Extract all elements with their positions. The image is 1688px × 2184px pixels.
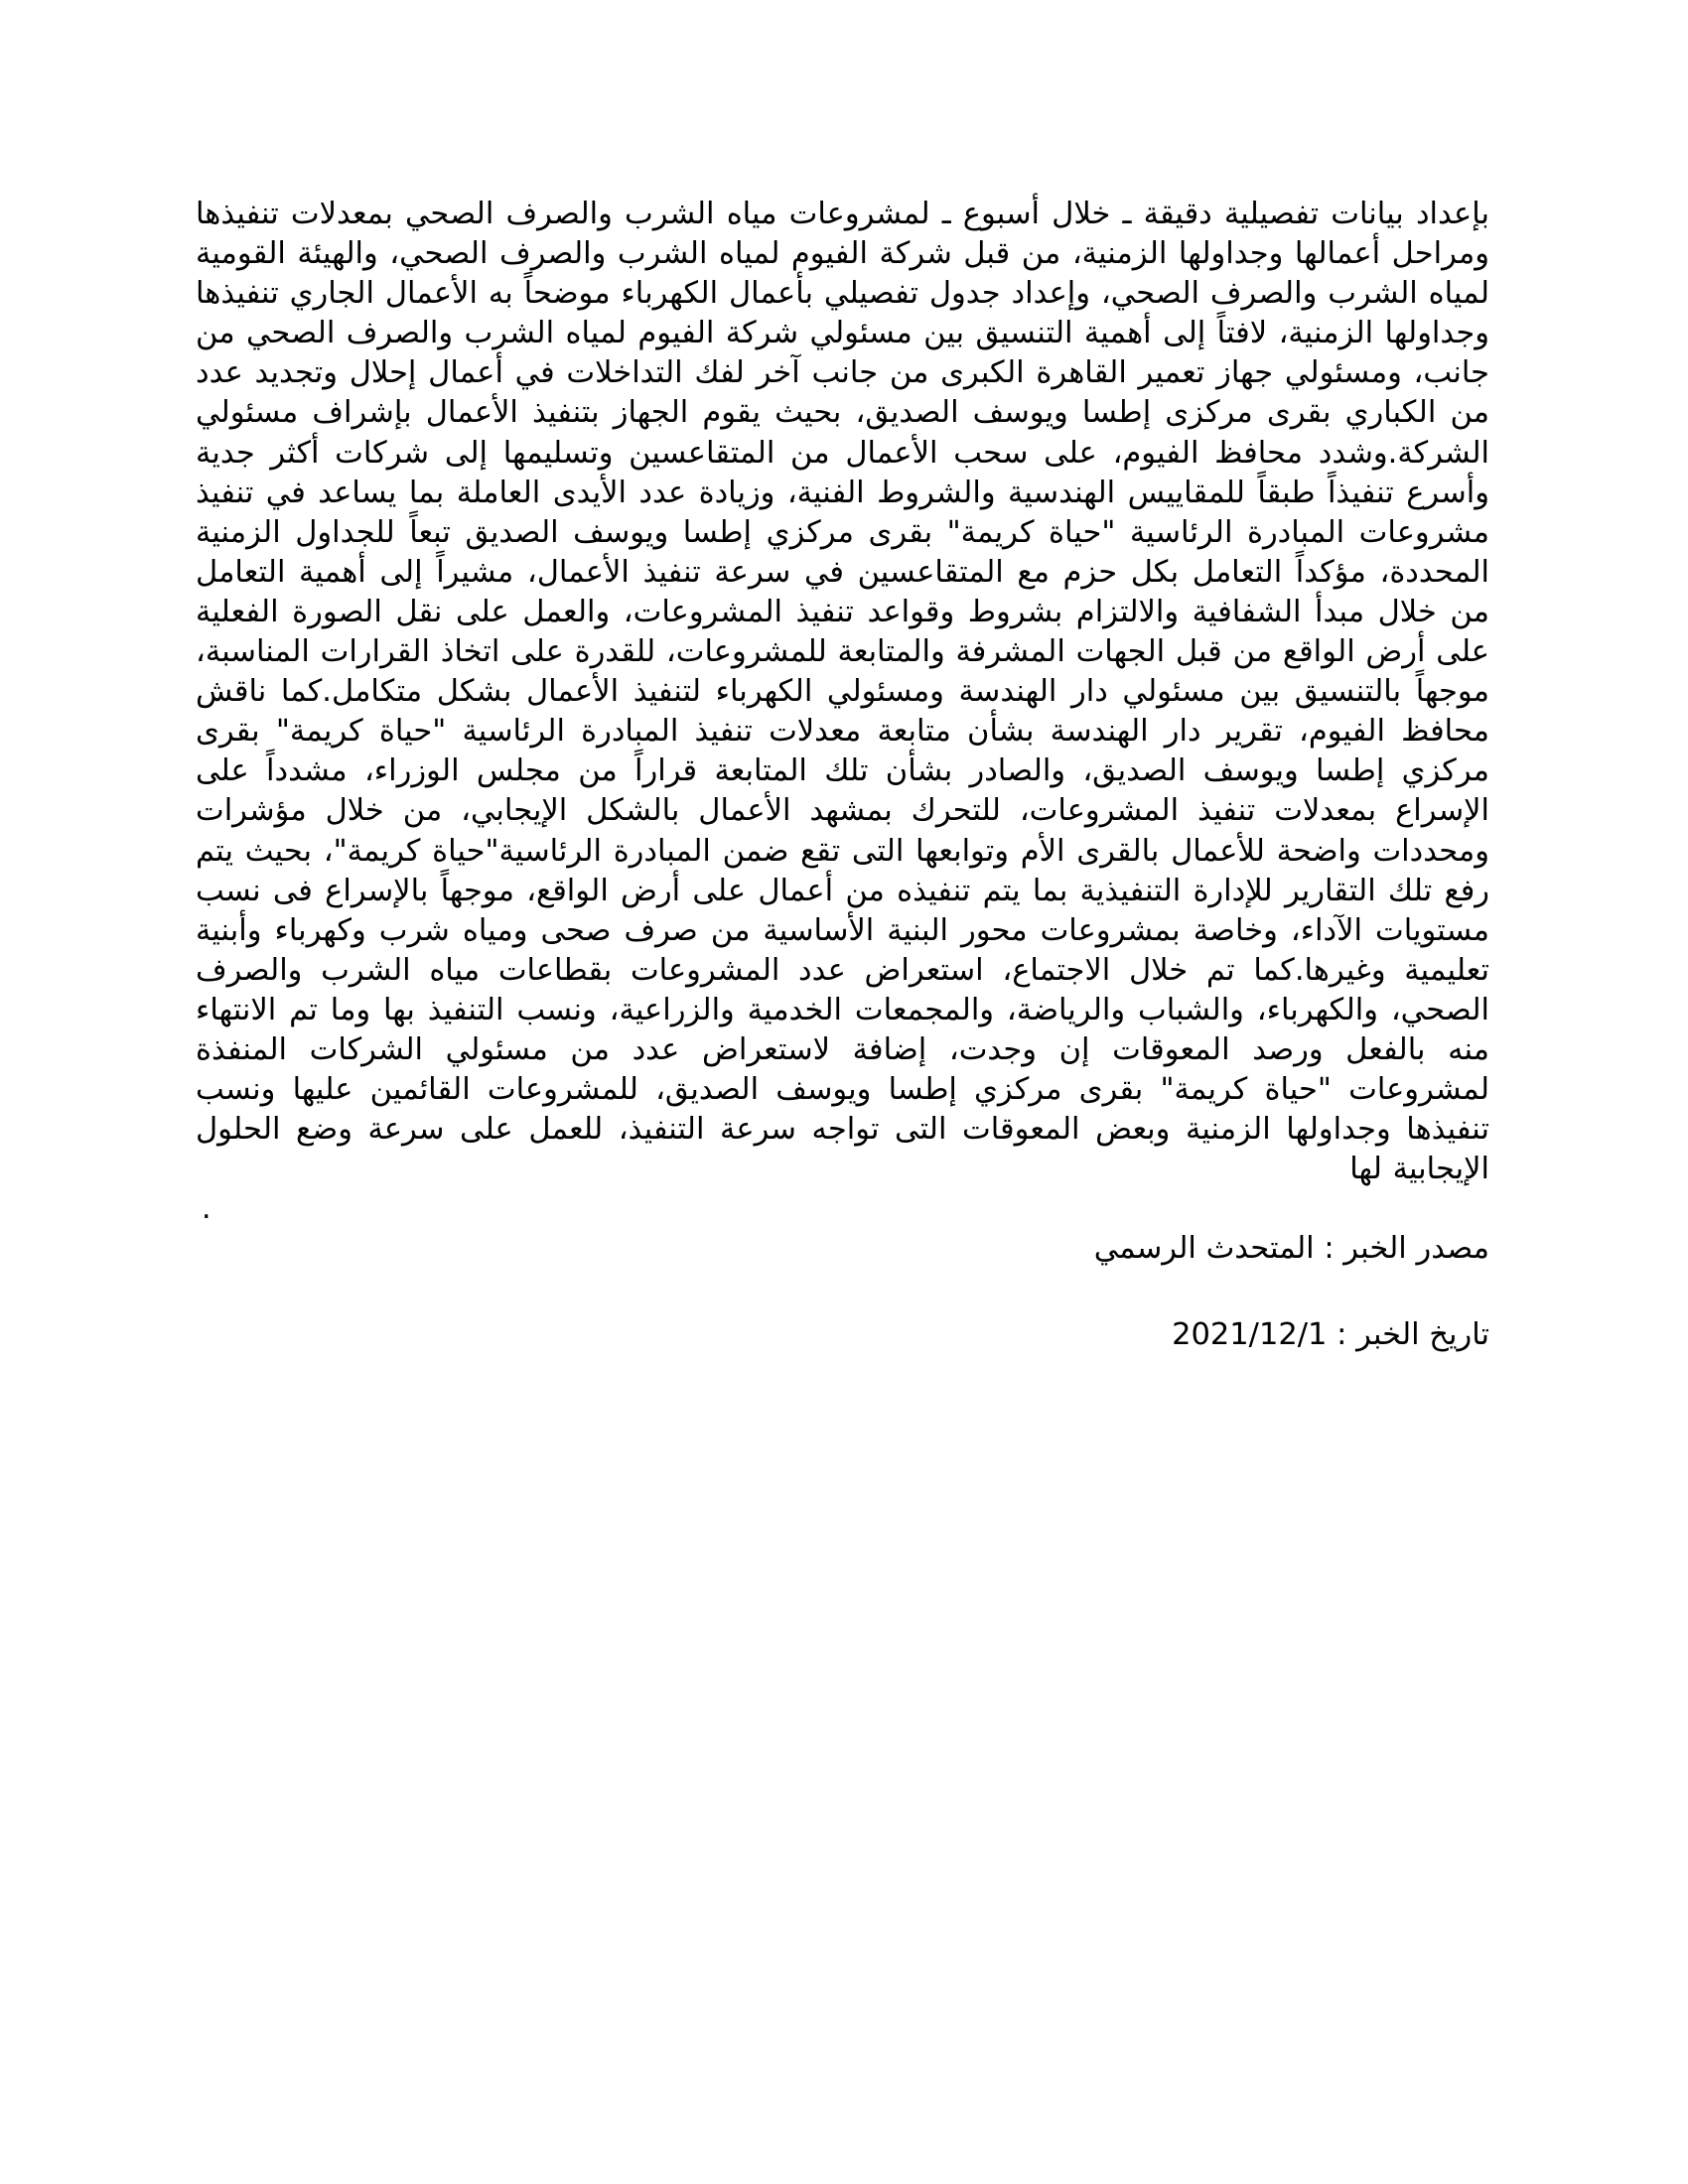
news-date-label: تاريخ الخبر :: [1336, 1317, 1489, 1353]
trailing-dot: .: [202, 1191, 211, 1227]
news-source-line: [196, 1229, 1489, 1269]
article-body: بإعداد بيانات تفصيلية دقيقة ـ خلال أسبوع ـ لمشروعات مياه الشرب والصرف الصحي بمعدلات تنفيذها ومراحل أعمالها وجداولها الزمنية، من قبل شركة الفيوم لمياه الشرب والصرف الصحي، والهيئة القومية لمياه الشرب والصرف الصحي، وإعداد جدول تفصيلي بأعمال الكهرباء موضحاً به الأعمال الجاري تنفيذها وجداولها الزمنية، لافتاً إلى أهمية التنسيق بين مسئولي شركة الفيوم لمياه الشرب والصرف الصحي من جانب، ومسئولي جهاز تعمير القاهرة الكبرى من جانب آخر لفك التداخلات في أعمال إحلال وتجديد عدد من الكباري بقرى مركزى إطسا ويوسف الصديق، بحيث يقوم الجهاز بتنفيذ الأعمال بإشراف مسئولي الشركة.وشدد محافظ الفيوم، على سحب الأعمال من المتقاعسين وتسليمها إلى شركات أكثر جدية وأسرع تنفيذاً طبقاً للمقاييس الهندسية والشروط الفنية، وزيادة عدد الأيدى العاملة بما يساعد في تنفيذ مشروعات المبادرة الرئاسية "حياة كريمة" بقرى مركزي إطسا ويوسف الصديق تبعاً للجداول الزمنية المحددة، مؤكداً التعامل بكل حزم مع المتقاعسين في سرعة تنفيذ الأعمال، مشيراً إلى أهمية التعامل من خلال مبدأ الشفافية والالتزام بشروط وقواعد تنفيذ المشروعات، والعمل على نقل الصورة الفعلية على أرض الواقع من قبل الجهات المشرفة والمتابعة للمشروعات، للقدرة على اتخاذ القرارات المناسبة، موجهاً بالتنسيق بين مسئولي دار الهندسة ومسئولي الكهرباء لتنفيذ الأعمال بشكل متكامل.كما ناقش محافظ الفيوم، تقرير دار الهندسة بشأن متابعة معدلات تنفيذ المبادرة الرئاسية "حياة كريمة" بقرى مركزي إطسا ويوسف الصديق، والصادر بشأن تلك المتابعة قراراً من مجلس الوزراء، مشدداً على الإسراع بمعدلات تنفيذ المشروعات، للتحرك بمشهد الأعمال بالشكل الإيجابي، من خلال مؤشرات ومحددات واضحة للأعمال بالقرى الأم وتوابعها التى تقع ضمن المبادرة الرئاسية"حياة كريمة"، بحيث يتم رفع تلك التقارير للإدارة التنفيذية بما يتم تنفيذه من أعمال على أرض الواقع، موجهاً بالإسراع فى نسب مستويات الآداء، وخاصة بمشروعات محور البنية الأساسية من صرف صحى ومياه شرب وكهرباء وأبنية تعليمية وغيرها.كما تم خلال الاجتماع، استعراض عدد المشروعات بقطاعات مياه الشرب والصرف الصحي، والكهرباء، والشباب والرياضة، والمجمعات الخدمية والزراعية، ونسب التنفيذ بها وما تم الانتهاء منه بالفعل ورصد المعوقات إن وجدت، إضافة لاستعراض عدد من مسئولي الشركات المنفذة لمشروعات "حياة كريمة" بقرى مركزي إطسا ويوسف الصديق، للمشروعات القائمين عليها ونسب تنفيذها وجداولها الزمنية وبعض المعوقات التى تواجه سرعة التنفيذ، للعمل على سرعة وضع الحلول الإيجابية لها: [196, 197, 1489, 1187]
news-source-value: المتحدث الرسمي: [1093, 1231, 1315, 1267]
news-date-value: 2021/12/1: [1172, 1317, 1328, 1353]
article-column: [196, 195, 1489, 1355]
news-source-label: مصدر الخبر :: [1324, 1231, 1489, 1267]
news-date-line: [196, 1315, 1489, 1355]
